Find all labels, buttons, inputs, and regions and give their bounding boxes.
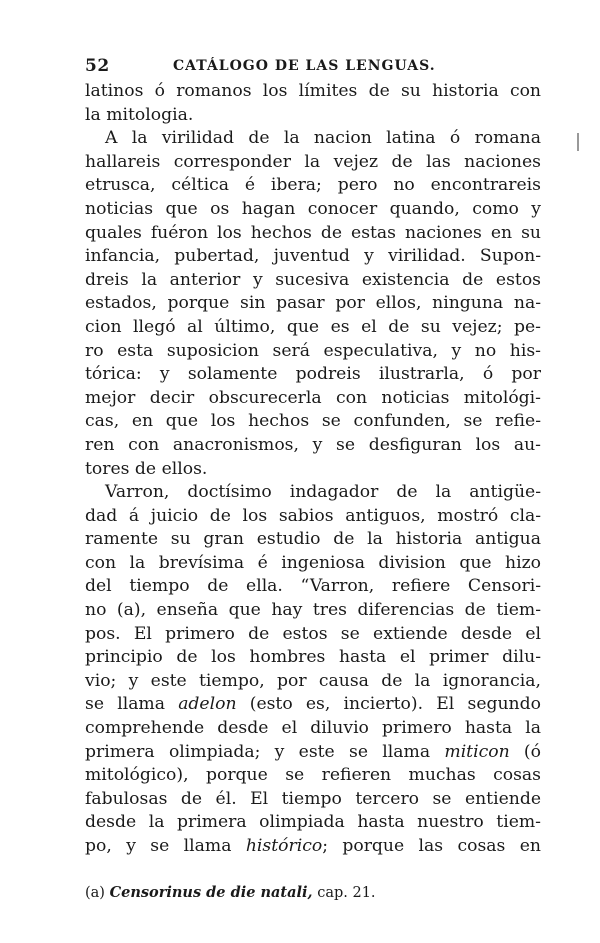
text-line: fabulosas de él. El tiempo tercero se entiende [85,788,541,809]
margin-mark [577,133,579,151]
footnote [85,881,541,905]
text-line: mejor decir obscurecerla con noticias mitológi- [85,387,541,408]
running-header [85,56,541,80]
spacer [85,859,541,881]
book-page [85,56,541,904]
running-title: CATÁLOGO DE LAS LENGUAS. [173,58,436,74]
footnote-chapter: cap. 21. [312,884,376,901]
text-line-miticon [85,741,541,765]
text-line: ramente su gran estudio de la historia antigua [85,529,541,550]
text-line: dad á juicio de los sabios antiguos, mostró cla- [85,505,541,526]
text-line: vio; y este tiempo, por causa de la ignorancia, [85,670,541,691]
text-line: quales fuéron los hechos de estas naciones en su [85,222,541,243]
text-segment: (ó [509,741,541,762]
text-line: pos. El primero de estos se extiende desde el [85,623,541,644]
text-segment: (esto es, incierto). El segundo [236,694,541,715]
body-text [85,80,541,693]
italic-term-miticon: miticon [444,741,510,762]
text-line: la mitologia. [85,104,194,125]
text-line: estados, porque sin pasar por ellos, ninguna na- [85,293,541,314]
text-line: cas, en que los hechos se confunden, se refie- [85,411,541,432]
text-line: latinos ó romanos los límites de su historia con [85,81,541,101]
text-line: del tiempo de ella. “Varron, refiere Censori- [85,576,541,597]
footnote-marker: (a) [85,884,105,901]
text-line-adelon [85,693,541,717]
text-line: hallareis corresponder la vejez de las naciones [85,151,541,172]
text-line: etrusca, céltica é ibera; pero no encontrareis [85,175,541,196]
text-line: no (a), enseña que hay tres diferencias de tiem- [85,600,541,621]
text-line: comprehende desde el diluvio primero hasta la [85,718,541,739]
footnote-citation: Censorinus de die natali, [109,883,313,901]
text-line: ro esta suposicion será especulativa, y no his- [85,340,541,361]
italic-term-adelon: adelon [178,694,237,715]
text-line: infancia, pubertad, juventud y virilidad. Supon- [85,246,541,267]
italic-term-historico: histórico [245,836,323,856]
text-line: con la brevísima é ingeniosa division que hizo [85,552,541,573]
page-number: 52 [85,56,110,76]
text-segment: se llama [85,694,179,715]
text-segment: ; porque las cosas en [322,836,541,856]
text-line: cion llegó al último, que es el de su vejez; pe- [85,316,541,337]
text-line: A la virilidad de la nacion latina ó romana [105,128,541,149]
text-line: noticias que os hagan conocer quando, como y [85,198,541,219]
text-line: dreis la anterior y sucesiva existencia de estos [85,269,541,290]
text-line: Varron, doctísimo indagador de la antigüe- [105,482,541,503]
text-line: tórica: y solamente podreis ilustrarla, ó por [85,364,541,385]
text-line: tores de ellos. [85,458,208,479]
text-line-historico [85,835,541,859]
text-line: principio de los hombres hasta el primer dilu- [85,647,541,668]
text-segment: primera olimpiada; y este se llama [85,741,445,762]
text-line: ren con anacronismos, y se desfiguran los au- [85,434,541,455]
text-line: desde la primera olimpiada hasta nuestro tiem- [85,812,541,833]
text-segment: po, y se llama [85,836,246,856]
text-line: mitológico), porque se refieren muchas cosas [85,765,541,786]
